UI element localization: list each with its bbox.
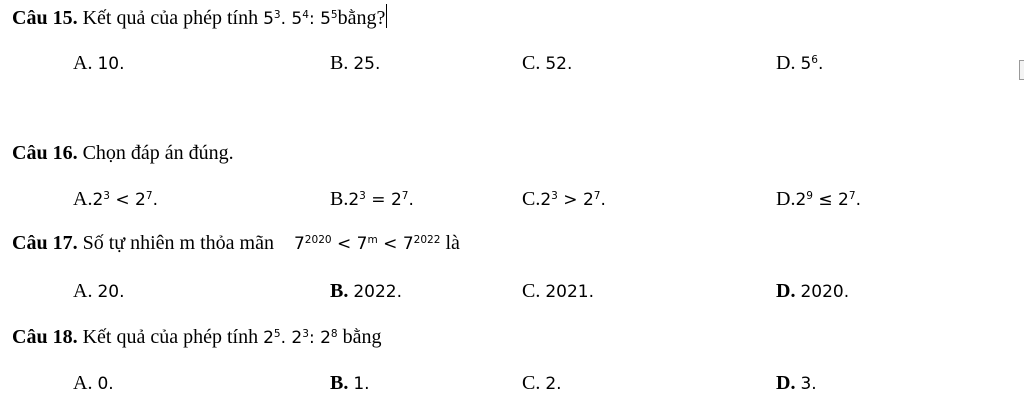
option-d: D. $5^6$. [776, 52, 824, 74]
question-text: Kết quả của phép tính [82, 326, 259, 348]
question-label: Câu 15. [12, 7, 78, 29]
question-text: Số tự nhiên m thỏa mãn [82, 232, 274, 254]
question-label: Câu 16. [12, 142, 78, 164]
question-16 [12, 142, 234, 165]
option-b: B. 1. [330, 372, 370, 394]
math-expression: $2^5$. $2^3$: $2^8$ [263, 328, 338, 348]
option-c: $C.2^3 > 2^7$. [522, 188, 606, 210]
question-text: Kết quả của phép tính [82, 7, 259, 29]
question-label: Câu 18. [12, 326, 78, 348]
scroll-edge[interactable] [1019, 60, 1024, 80]
option-c: C. 52. [522, 52, 573, 74]
option-c: C. 2021. [522, 280, 595, 302]
text-cursor [386, 4, 387, 28]
option-b: B. 25. [330, 52, 381, 74]
option-a: $A.2^3 < 2^7$. [73, 188, 158, 210]
option-a: A. 0. [73, 372, 114, 394]
question-18 [12, 326, 382, 349]
option-b: $B.2^3 = 2^7$. [330, 188, 414, 210]
question-suffix: bằng? [337, 7, 386, 29]
option-c: C. 2. [522, 372, 562, 394]
question-suffix: bằng [342, 326, 382, 348]
option-d: D. 2020. [776, 280, 850, 302]
question-suffix: là [445, 232, 460, 254]
option-d: D. 3. [776, 372, 817, 394]
question-label: Câu 17. [12, 232, 78, 254]
math-expression: $5^3$. $5^4$: $5^5$ [263, 9, 338, 29]
option-a: A. 20. [73, 280, 125, 302]
option-d: $D.2^9 \le 2^7$. [776, 188, 861, 210]
question-text: Chọn đáp án đúng. [82, 142, 234, 164]
question-15 [12, 4, 387, 30]
math-expression: $7^{2020} < 7^m < 7^{2022}$ [293, 234, 441, 254]
option-b: B. 2022. [330, 280, 403, 302]
question-17 [12, 232, 460, 255]
option-a: A. 10. [73, 52, 125, 74]
